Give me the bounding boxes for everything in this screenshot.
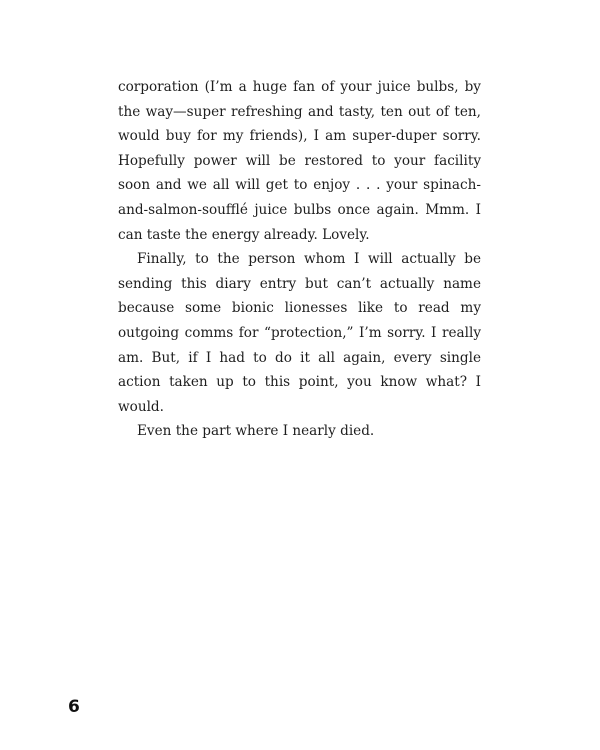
paragraph-apology: Finally, to the person whom I will actually be sending this diary entry but can’t actually name because some bionic lionesses like to read my outgoing comms for “protection,” I’m sorry. I really am. But, if I had to do it all again, every single action taken up to this point, you know what? I would. [118,251,481,415]
page-number: 6 [68,697,80,717]
paragraph-continuation: corporation (I’m a huge fan of your juice bulbs, by the way—super refreshing and tasty, ten out of ten, would buy for my friends), I am super-duper sorry. Hopefully power will be restored to your facility soon and we all will get to enjoy . . . your spinach-and-salmon-soufflé juice bulbs once again. Mmm. I can taste the energy already. Lovely. [118,79,481,243]
body-text [118,75,481,444]
paragraph-closing: Even the part where I nearly died. [137,423,375,440]
